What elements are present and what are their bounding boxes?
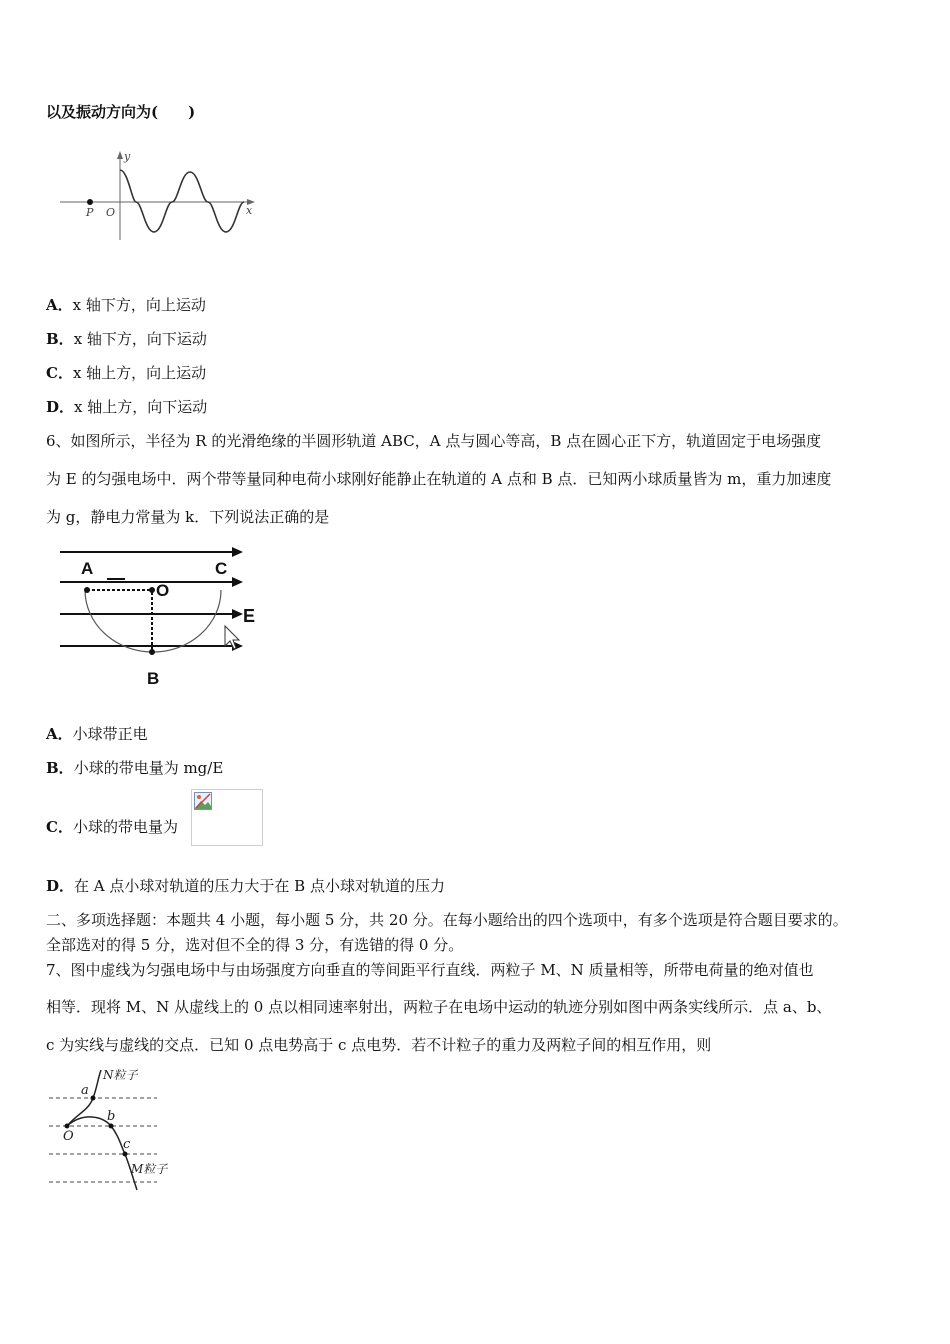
q7-line2: 相等．现将 M、N 从虚线上的 0 点以相同速率射出，两粒子在电场中运动的轨迹分别如图中两条实线所示．点 a、b、: [46, 998, 832, 1016]
q6-option-c: C．小球的带电量为: [46, 818, 178, 836]
q5-option-c: C．x 轴上方，向上运动: [46, 364, 207, 382]
track-o-label: O: [156, 581, 170, 600]
q6-option-a: A．小球带正电: [46, 725, 148, 743]
q5-option-d: D．x 轴上方，向下运动: [46, 398, 208, 416]
particle-b-label: b: [107, 1109, 116, 1124]
track-figure: [55, 542, 270, 692]
q5-option-b: B．x 轴下方，向下运动: [46, 330, 207, 348]
q6-line3: 为 g，静电力常量为 k．下列说法正确的是: [46, 508, 330, 526]
wave-o-label: O: [106, 206, 116, 219]
q6-option-d: D．在 A 点小球对轨道的压力大于在 B 点小球对轨道的压力: [46, 877, 445, 895]
q6-option-b: B．小球的带电量为 mg/E: [46, 759, 224, 777]
particle-c-label: c: [123, 1137, 131, 1152]
particle-m-label: M粒子: [131, 1162, 168, 1176]
wave-figure: [60, 148, 260, 248]
broken-image-icon: [194, 792, 212, 810]
wave-p-label: P: [86, 206, 94, 219]
track-a-label: A: [81, 559, 94, 578]
particle-o-label: O: [63, 1129, 74, 1144]
track-b-label: B: [147, 669, 160, 688]
q5-stem-tail: 以及振动方向为( ): [46, 103, 196, 121]
wave-x-label: x: [246, 204, 253, 217]
track-c-label: C: [215, 559, 228, 578]
section2-line1: 二、多项选择题：本题共 4 小题，每小题 5 分，共 20 分。在每小题给出的四个选项中，有多个选项是符合题目要求的。: [46, 911, 848, 929]
q5-option-a: A．x 轴下方，向上运动: [46, 296, 206, 314]
q7-line3: c 为实线与虚线的交点．已知 0 点电势高于 c 点电势．若不计粒子的重力及两粒子间的相互作用，则: [46, 1036, 712, 1054]
wave-y-label: y: [124, 150, 131, 163]
q6-line1: 6、如图所示，半径为 R 的光滑绝缘的半圆形轨道 ABC，A 点与圆心等高，B 点在圆心正下方，轨道固定于电场强度: [46, 432, 822, 450]
particle-figure: [45, 1066, 195, 1194]
section2-line2: 全部选对的得 5 分，选对但不全的得 3 分，有选错的得 0 分。: [46, 936, 464, 954]
q7-line1: 7、图中虚线为匀强电场中与由场强度方向垂直的等间距平行直线．两粒子 M、N 质量相等，所带电荷量的绝对值也: [46, 961, 814, 979]
particle-n-label: N粒子: [103, 1068, 138, 1082]
track-e-label: E: [243, 606, 256, 626]
broken-formula-image: [191, 789, 263, 846]
particle-a-label: a: [81, 1083, 89, 1098]
q6-line2: 为 E 的匀强电场中．两个带等量同种电荷小球刚好能静止在轨道的 A 点和 B 点．已知两小球质量皆为 m，重力加速度: [46, 470, 832, 488]
